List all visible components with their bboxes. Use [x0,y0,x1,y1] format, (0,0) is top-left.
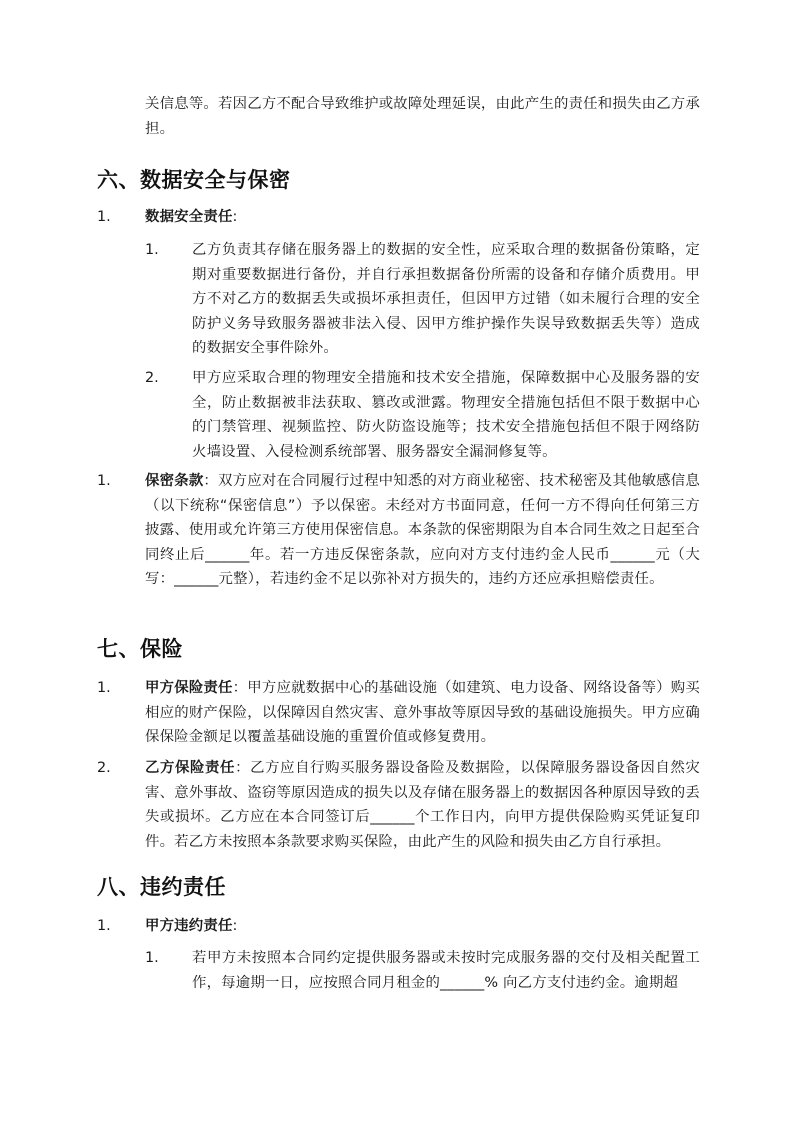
list-item-party-a-insurance [145,676,700,750]
list-item-data-security-responsibility [145,205,700,230]
list-item-party-b-insurance [145,756,700,854]
list-number: 1. [97,680,111,696]
continuation-paragraph: 关信息等。若因乙方不配合导致维护或故障处理延误，由此产生的责任和损失由乙方承担。 [145,96,700,137]
list-number: 2. [145,370,159,386]
section-heading-insurance: 七、保险 [97,637,183,661]
list-number: 1. [145,950,159,966]
item-text: : [232,918,238,934]
list-item-confidentiality [145,469,700,592]
list-number: 2. [97,760,111,776]
list-number: 1. [97,918,111,934]
item-label: 甲方保险责任 [145,680,233,696]
item-label: 乙方保险责任 [145,760,236,776]
item-label: 甲方违约责任 [145,918,233,934]
sub-item-physical-security: 甲方应采取合理的物理安全措施和技术安全措施，保障数据中心及服务器的安全，防止数据被非法获取、篡改或泄露。物理安全措施包括但不限于数据中心的门禁管理、视频监控、防火防盗设施等；技术安全措施包括但不限于网络防火墙设置、入侵检测系统部署、服务器安全漏洞修复等。 [192,370,700,460]
list-number: 1. [97,473,111,489]
item-label: 数据安全责任 [145,209,233,225]
section-heading-data-security: 六、数据安全与保密 [97,168,291,192]
sub-item-late-delivery: 若甲方未按照本合同约定提供服务器或未按时完成服务器的交付及相关配置工作，每逾期一日，应按照合同月租金的______% 向乙方支付违约金。逾期超 [192,950,700,991]
section-heading-breach-liability: 八、违约责任 [97,875,226,899]
list-number: 1. [145,242,159,258]
item-label: 保密条款 [145,473,204,489]
sub-item-backup-responsibility: 乙方负责其存储在服务器上的数据的安全性，应采取合理的数据备份策略，定期对重要数据进行备份，并自行承担数据备份所需的设备和存储介质费用。甲方不对乙方的数据丢失或损坏承担责任，但因甲方过错（如未履行合理的安全防护义务导致服务器被非法入侵、因甲方维护操作失误导致数据丢失等）造成的数据安全事件除外。 [192,242,700,356]
item-text: : [232,209,238,225]
item-text: ：甲方应就数据中心的基础设施（如建筑、电力设备、网络设备等）购买相应的财产保险，以保障因自然灾害、意外事故等原因导致的基础设施损失。甲方应确保保险金额足以覆盖基础设施的重置价值或修复费用。 [145,680,701,745]
list-number: 1. [97,209,111,225]
item-text: ：乙方应自行购买服务器设备险及数据险，以保障服务器设备因自然灾害、意外事故、盗窃等原因造成的损失以及存储在服务器上的数据因各种原因导致的丢失或损坏。乙方应在本合同签订后______个工作日内，向甲方提供保险购买凭证复印件。若乙方未按照本条款要求购买保险，由此产生的风险和损失由乙方自行承担。 [145,760,701,850]
list-item-party-a-breach [145,914,700,939]
item-text: ：双方应对在合同履行过程中知悉的对方商业秘密、技术秘密及其他敏感信息（以下统称“保密信息”）予以保密。未经对方书面同意，任何一方不得向任何第三方披露、使用或允许第三方使用保密信息。本条款的保密期限为自本合同生效之日起至合同终止后______年。若一方违反保密条款，应向对方支付违约金人民币______元（大写：______元整），若违约金不足以弥补对方损失的，违约方还应承担赔偿责任。 [145,473,700,587]
